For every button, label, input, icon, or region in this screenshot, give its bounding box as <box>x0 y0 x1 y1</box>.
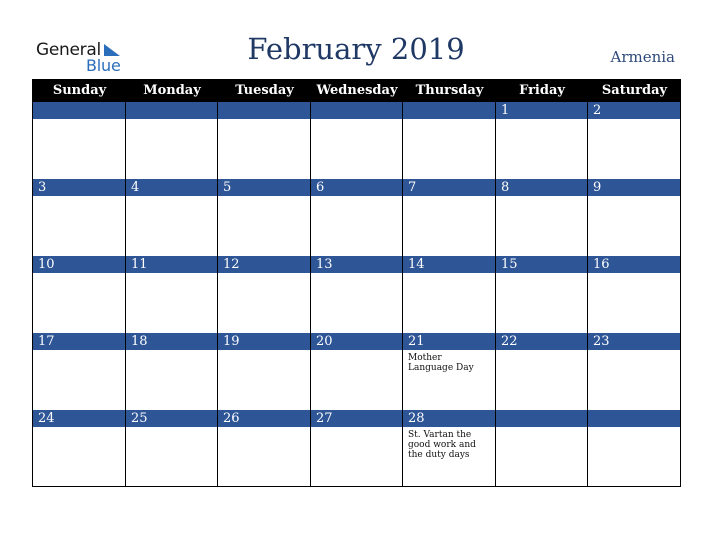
calendar-week <box>33 102 681 179</box>
holiday-label: Mother Language Day <box>408 353 474 373</box>
day-number <box>496 410 587 427</box>
day-number: 19 <box>218 333 310 350</box>
day-cell[interactable] <box>403 256 496 333</box>
day-number: 11 <box>126 256 217 273</box>
day-cell[interactable] <box>496 410 588 487</box>
day-cell[interactable] <box>33 102 126 179</box>
day-cell[interactable] <box>588 102 681 179</box>
day-number: 14 <box>403 256 495 273</box>
day-number: 6 <box>311 179 402 196</box>
day-number: 22 <box>496 333 587 350</box>
day-number <box>33 102 125 119</box>
day-cell[interactable] <box>496 256 588 333</box>
day-number: 9 <box>588 179 680 196</box>
day-number: 12 <box>218 256 310 273</box>
day-number: 27 <box>311 410 402 427</box>
day-number <box>311 102 402 119</box>
calendar-week <box>33 179 681 256</box>
day-cell[interactable] <box>33 333 126 410</box>
logo-text-blue: Blue <box>86 56 121 75</box>
day-cell[interactable] <box>403 410 496 487</box>
day-number: 2 <box>588 102 680 119</box>
day-number <box>588 410 680 427</box>
calendar-grid <box>32 79 681 487</box>
day-number: 15 <box>496 256 587 273</box>
day-number: 21 <box>403 333 495 350</box>
day-cell[interactable] <box>496 333 588 410</box>
day-cell[interactable] <box>126 333 218 410</box>
day-cell[interactable] <box>588 410 681 487</box>
day-number <box>218 102 310 119</box>
calendar-week <box>33 410 681 487</box>
day-cell[interactable] <box>33 179 126 256</box>
day-number <box>403 102 495 119</box>
day-cell[interactable] <box>126 410 218 487</box>
day-cell[interactable] <box>311 179 403 256</box>
day-number: 20 <box>311 333 402 350</box>
day-cell[interactable] <box>311 333 403 410</box>
day-cell[interactable] <box>33 410 126 487</box>
calendar-week <box>33 256 681 333</box>
day-cell[interactable] <box>588 179 681 256</box>
day-number: 1 <box>496 102 587 119</box>
day-number: 4 <box>126 179 217 196</box>
day-cell[interactable] <box>588 333 681 410</box>
day-number: 3 <box>33 179 125 196</box>
day-number: 26 <box>218 410 310 427</box>
day-number: 17 <box>33 333 125 350</box>
day-number: 23 <box>588 333 680 350</box>
day-cell[interactable] <box>403 179 496 256</box>
day-cell[interactable] <box>218 179 311 256</box>
weekday-header: Wednesday <box>316 83 398 98</box>
weekday-header-row <box>33 79 681 102</box>
weekday-header: Friday <box>519 83 565 98</box>
day-number <box>126 102 217 119</box>
day-number: 8 <box>496 179 587 196</box>
day-cell[interactable] <box>126 256 218 333</box>
day-cell[interactable] <box>218 102 311 179</box>
weekday-header: Sunday <box>52 83 107 98</box>
day-number: 5 <box>218 179 310 196</box>
country-label: Armenia <box>610 48 675 66</box>
weekday-header: Saturday <box>601 83 668 98</box>
day-number: 18 <box>126 333 217 350</box>
page-title: February 2019 <box>247 32 465 66</box>
day-cell[interactable] <box>126 102 218 179</box>
calendar-week <box>33 333 681 410</box>
day-number: 24 <box>33 410 125 427</box>
day-cell[interactable] <box>218 333 311 410</box>
day-cell[interactable] <box>311 410 403 487</box>
logo-text-general: General <box>36 40 101 60</box>
day-cell[interactable] <box>403 102 496 179</box>
day-cell[interactable] <box>311 102 403 179</box>
weekday-header: Thursday <box>415 83 484 98</box>
day-cell[interactable] <box>496 102 588 179</box>
day-cell[interactable] <box>311 256 403 333</box>
weekday-header: Monday <box>143 83 201 98</box>
weekday-header: Tuesday <box>235 83 294 98</box>
day-cell[interactable] <box>588 256 681 333</box>
day-cell[interactable] <box>33 256 126 333</box>
day-cell[interactable] <box>496 179 588 256</box>
day-cell[interactable] <box>218 410 311 487</box>
day-number: 10 <box>33 256 125 273</box>
day-number: 28 <box>403 410 495 427</box>
holiday-label: St. Vartan the good work and the duty days <box>408 430 476 460</box>
day-cell[interactable] <box>126 179 218 256</box>
day-number: 16 <box>588 256 680 273</box>
day-number: 7 <box>403 179 495 196</box>
day-number: 13 <box>311 256 402 273</box>
day-number: 25 <box>126 410 217 427</box>
day-cell[interactable] <box>403 333 496 410</box>
day-cell[interactable] <box>218 256 311 333</box>
